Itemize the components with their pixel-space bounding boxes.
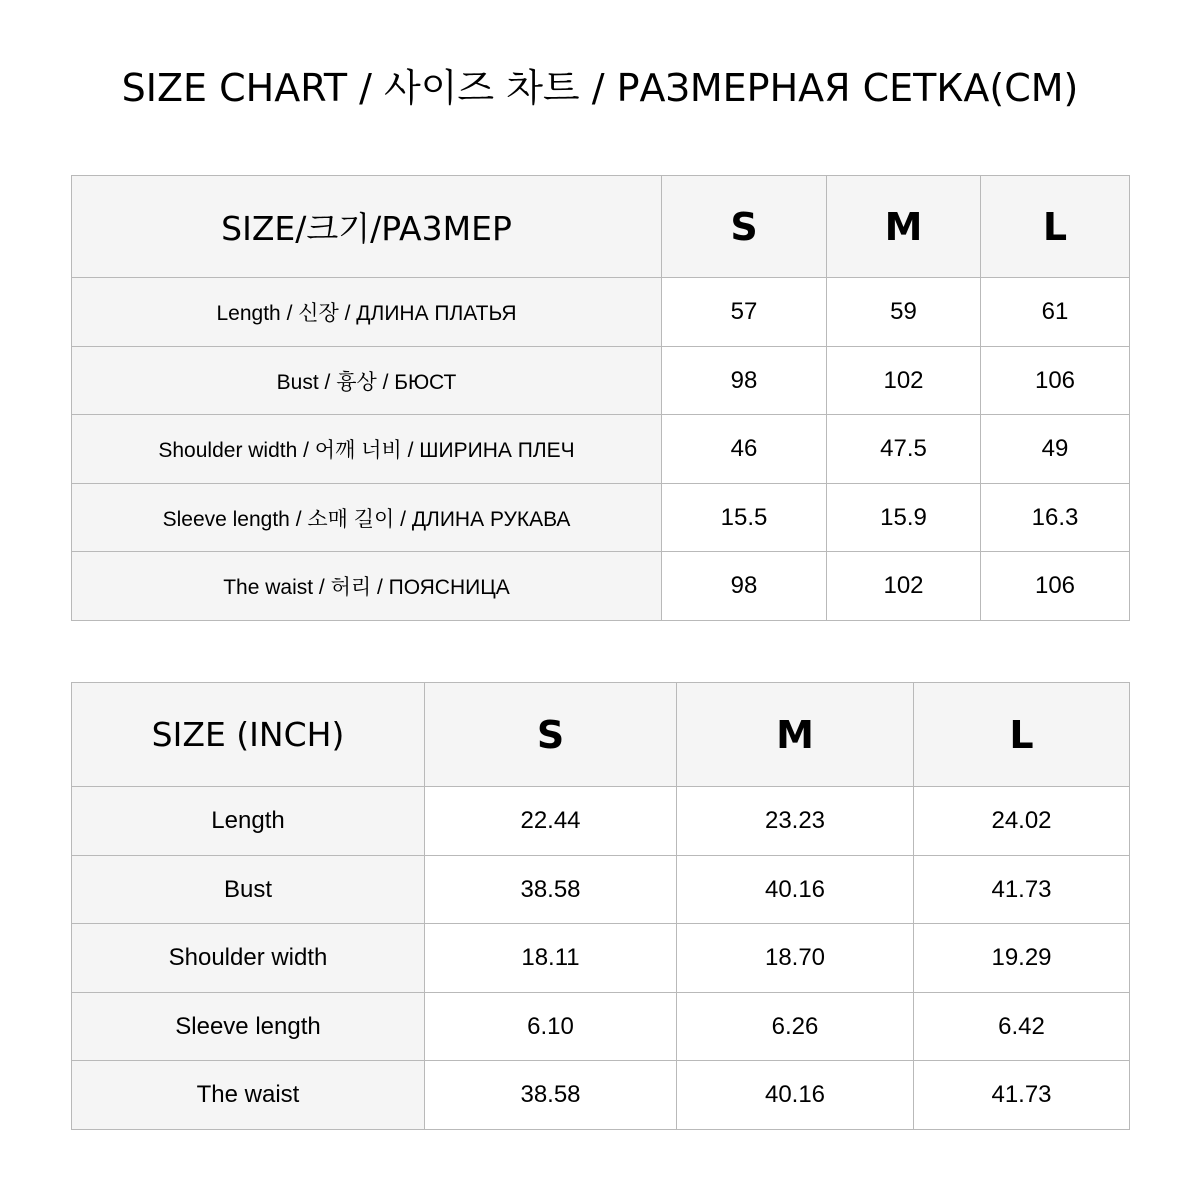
size-m-header: M — [827, 176, 981, 278]
row-label: Length / 신장 / ДЛИНА ПЛАТЬЯ — [72, 278, 662, 347]
size-m-header: M — [677, 683, 914, 787]
table-row — [72, 415, 1130, 484]
header-label: SIZE/크기/PA3MEP — [221, 209, 512, 248]
size-s-header: S — [662, 176, 827, 278]
row-label: Sleeve length — [72, 993, 425, 1061]
table-row — [72, 993, 1130, 1061]
size-l-header: L — [981, 176, 1130, 278]
value-cell: 16.3 — [981, 484, 1130, 552]
value-cell: 18.70 — [677, 924, 914, 993]
row-label: Shoulder width / 어깨 너비 / ШИРИНА ПЛЕЧ — [72, 415, 662, 484]
header-row — [72, 176, 1130, 278]
table-row — [72, 856, 1130, 924]
value-cell: 18.11 — [425, 924, 677, 993]
value-cell: 41.73 — [914, 856, 1130, 924]
table-row — [72, 484, 1130, 552]
table-row — [72, 787, 1130, 856]
value-cell: 98 — [662, 552, 827, 621]
value-cell: 57 — [662, 278, 827, 347]
value-cell: 106 — [981, 347, 1130, 415]
value-cell: 38.58 — [425, 1061, 677, 1130]
value-cell: 61 — [981, 278, 1130, 347]
table-row — [72, 1061, 1130, 1130]
value-cell: 102 — [827, 552, 981, 621]
size-chart-cm-table — [71, 175, 1130, 621]
value-cell: 40.16 — [677, 1061, 914, 1130]
value-cell: 38.58 — [425, 856, 677, 924]
header-label-cell — [72, 683, 425, 787]
value-cell: 46 — [662, 415, 827, 484]
value-cell: 24.02 — [914, 787, 1130, 856]
table-row — [72, 552, 1130, 621]
page-title: SIZE CHART / 사이즈 차트 / РАЗМЕРНАЯ СЕТКА(CM) — [121, 66, 1079, 110]
size-l-header: L — [914, 683, 1130, 787]
header-row — [72, 683, 1130, 787]
value-cell: 19.29 — [914, 924, 1130, 993]
value-cell: 15.5 — [662, 484, 827, 552]
table-row — [72, 278, 1130, 347]
row-label: Length — [72, 787, 425, 856]
value-cell: 23.23 — [677, 787, 914, 856]
value-cell: 15.9 — [827, 484, 981, 552]
row-label: Shoulder width — [72, 924, 425, 993]
value-cell: 6.42 — [914, 993, 1130, 1061]
value-cell: 49 — [981, 415, 1130, 484]
row-label: Bust / 흉상 / БЮСТ — [72, 347, 662, 415]
value-cell: 47.5 — [827, 415, 981, 484]
value-cell: 6.26 — [677, 993, 914, 1061]
value-cell: 59 — [827, 278, 981, 347]
row-label: Bust — [72, 856, 425, 924]
value-cell: 98 — [662, 347, 827, 415]
header-label-cell — [72, 176, 662, 278]
value-cell: 102 — [827, 347, 981, 415]
header-label: SIZE (INCH) — [151, 715, 345, 754]
size-chart-inch-table — [71, 682, 1130, 1130]
row-label: The waist — [72, 1061, 425, 1130]
value-cell: 106 — [981, 552, 1130, 621]
value-cell: 40.16 — [677, 856, 914, 924]
table-row — [72, 347, 1130, 415]
row-label: The waist / 허리 / ПОЯСНИЦА — [72, 552, 662, 621]
row-label: Sleeve length / 소매 길이 / ДЛИНА РУКАВА — [72, 484, 662, 552]
value-cell: 41.73 — [914, 1061, 1130, 1130]
table-row — [72, 924, 1130, 993]
value-cell: 6.10 — [425, 993, 677, 1061]
value-cell: 22.44 — [425, 787, 677, 856]
size-s-header: S — [425, 683, 677, 787]
